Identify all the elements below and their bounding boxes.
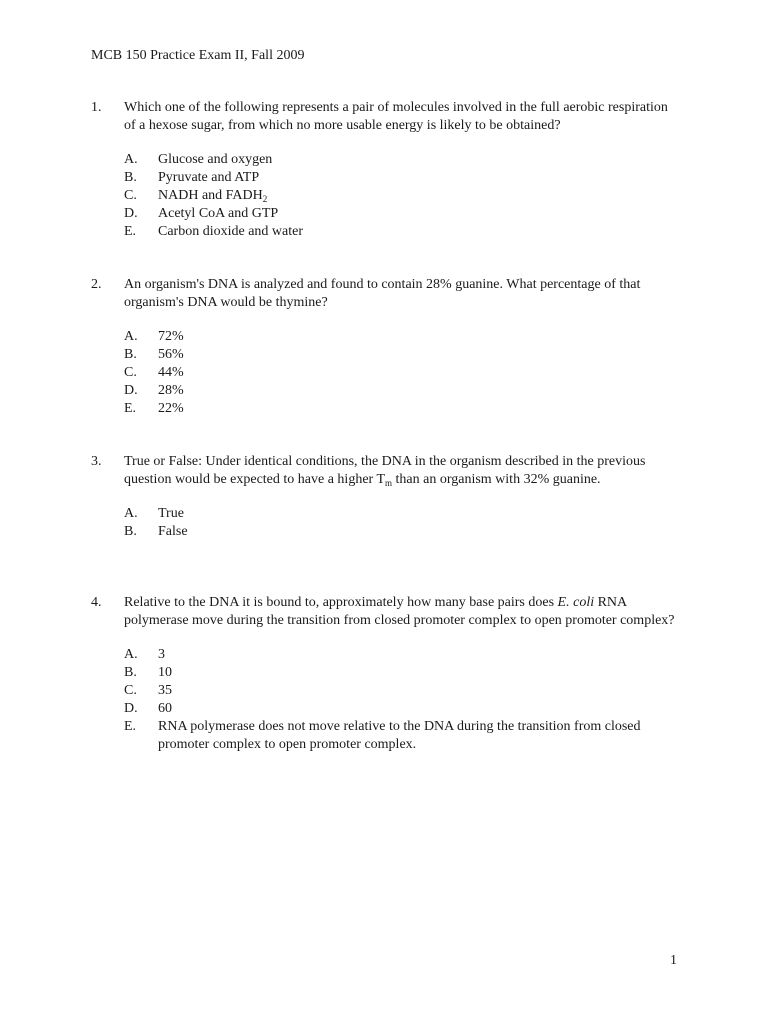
question-number: 4. (91, 595, 102, 610)
option-text: 72% (158, 329, 184, 344)
question-text-part1: Relative to the DNA it is bound to, approximately how many base pairs does (124, 595, 558, 610)
option-letter: D. (124, 206, 138, 221)
option-d[interactable] (124, 382, 681, 400)
option-letter: E. (124, 401, 137, 416)
question-text: An organism's DNA is analyzed and found to contain 28% guanine. What percentage of that organism's DNA would be thymine? (124, 277, 641, 310)
option-e[interactable] (124, 718, 681, 754)
question-3 (91, 453, 681, 541)
question-text (124, 594, 681, 630)
option-text: Glucose and oxygen (158, 152, 273, 167)
option-text: RNA polymerase does not move relative to the DNA during the transition from closed promoter complex to open promoter complex. (158, 719, 641, 752)
option-text: Pyruvate and ATP (158, 170, 260, 185)
option-e[interactable] (124, 223, 681, 241)
option-letter: E. (124, 719, 137, 734)
organism-name: E. coli (557, 595, 595, 610)
option-letter: B. (124, 170, 137, 185)
option-letter: D. (124, 383, 138, 398)
option-letter: B. (124, 524, 137, 539)
option-e[interactable] (124, 400, 681, 418)
option-letter: A. (124, 647, 138, 662)
page-number: 1 (670, 953, 677, 968)
option-letter: B. (124, 665, 137, 680)
option-letter: C. (124, 683, 137, 698)
option-b[interactable] (124, 523, 681, 541)
option-letter: A. (124, 329, 138, 344)
option-b[interactable] (124, 169, 681, 187)
option-letter: A. (124, 506, 138, 521)
option-text: 35 (158, 683, 172, 698)
option-text: True (158, 506, 184, 521)
option-c[interactable] (124, 187, 681, 205)
question-text-part2: than an organism with 32% guanine. (392, 472, 601, 487)
option-text: 60 (158, 701, 172, 716)
answer-options (124, 646, 681, 754)
answer-options (124, 151, 681, 241)
option-text: 3 (158, 647, 165, 662)
page-title: MCB 150 Practice Exam II, Fall 2009 (91, 48, 305, 63)
question-text (124, 453, 681, 489)
option-c[interactable] (124, 364, 681, 382)
option-d[interactable] (124, 205, 681, 223)
question-4 (91, 594, 681, 754)
question-1 (91, 99, 681, 241)
option-text: False (158, 524, 188, 539)
question-2 (91, 276, 681, 418)
option-text: Carbon dioxide and water (158, 224, 304, 239)
option-a[interactable] (124, 151, 681, 169)
question-text: Which one of the following represents a pair of molecules involved in the full aerobic respiration of a hexose sugar, from which no more usable energy is likely to be obtained? (124, 100, 668, 133)
question-number: 1. (91, 100, 102, 115)
option-letter: E. (124, 224, 137, 239)
option-letter: B. (124, 347, 137, 362)
subscript: m (385, 478, 393, 488)
answer-options (124, 505, 681, 541)
option-text: Acetyl CoA and GTP (158, 206, 279, 221)
option-c[interactable] (124, 682, 681, 700)
option-d[interactable] (124, 700, 681, 718)
option-a[interactable] (124, 505, 681, 523)
option-b[interactable] (124, 346, 681, 364)
question-text-part1: True or False: Under identical conditions, the DNA in the organism described in the previous question would be expected to have a higher T (124, 454, 646, 487)
option-text: 10 (158, 665, 172, 680)
option-text: 44% (158, 365, 184, 380)
option-letter: D. (124, 701, 138, 716)
question-number: 3. (91, 454, 102, 469)
option-letter: A. (124, 152, 138, 167)
option-a[interactable] (124, 646, 681, 664)
option-text (158, 187, 681, 205)
option-text: 56% (158, 347, 184, 362)
option-text: 28% (158, 383, 184, 398)
answer-options (124, 328, 681, 418)
question-number: 2. (91, 277, 102, 292)
option-letter: C. (124, 365, 137, 380)
option-text: 22% (158, 401, 184, 416)
option-a[interactable] (124, 328, 681, 346)
option-text-main: NADH and FADH (158, 188, 263, 203)
question-text-part2: RNA polymerase move during the transition from closed promoter complex to open promoter complex? (124, 595, 675, 628)
option-letter: C. (124, 188, 137, 203)
option-b[interactable] (124, 664, 681, 682)
subscript: 2 (262, 194, 268, 204)
